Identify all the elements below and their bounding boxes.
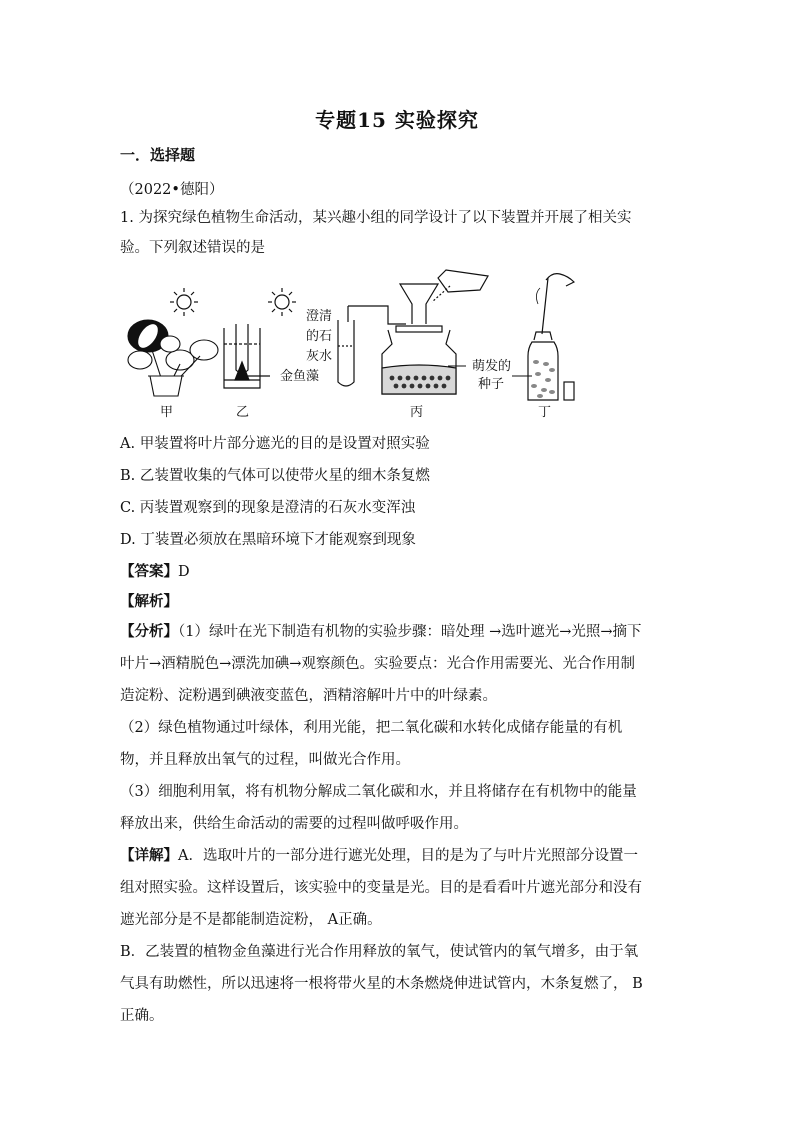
analysis-p1-line-3: 造淀粉、淀粉遇到碘液变蓝色，酒精溶解叶片中的叶绿素。 [120,688,497,704]
experiment-diagram [120,264,590,424]
figure-label-seeds-2: 种子 [478,377,505,392]
answer-line [120,562,190,582]
detail-b-line-3: 正确。 [120,1008,164,1024]
detail-a-text-1: A．选取叶片的一部分进行遮光处理，目的是为了与叶片光照部分设置一 [178,848,638,864]
analysis-heading: 【解析】 [120,593,178,610]
detail-a-line-3: 遮光部分是不是都能制造淀粉， A正确。 [120,912,382,928]
sun-icon [170,288,198,316]
answer-label: 【答案】 [120,563,178,580]
answer-value: D [178,564,190,580]
figure-label-limewater-3: 灰水 [306,349,333,364]
page-title: 专题15 实验探究 [315,108,479,132]
question-source: （2022•德阳） [120,182,224,198]
potted-plant-illustration [128,320,218,396]
analysis-p1-line-1 [120,622,642,642]
analysis-p1-line-2: 叶片→酒精脱色→漂洗加碘→观察颜色。实验要点：光合作用需要光、光合作用制 [120,656,635,672]
analysis-p2-line-2: 物，并且释放出氧气的过程，叫做光合作用。 [120,752,410,768]
bottle-limewater-apparatus [338,270,488,394]
figure-label-seeds-1: 萌发的 [472,359,512,374]
figure-label-limewater-2: 的石 [306,329,333,344]
experiment-figure [120,264,590,424]
detail-b-line-2: 气具有助燃性，所以迅速将一根将带火星的木条燃烧伸进试管内，木条复燃了， B [120,976,643,992]
section-heading: 一．选择题 [120,146,196,164]
detail-b-line-1: B．乙装置的植物金鱼藻进行光合作用释放的氧气，使试管内的氧气增多，由于氧 [120,944,639,960]
analysis-p3-line-1: （3）细胞利用氧，将有机物分解成二氧化碳和水，并且将储存在有机物中的能量 [120,784,637,800]
detail-a-line-2: 组对照实验。这样设置后，该实验中的变量是光。目的是看看叶片遮光部分和没有 [120,880,642,896]
analysis-p2-line-1: （2）绿色植物通过叶绿体，利用光能，把二氧化碳和水转化成储存能量的有机 [120,720,623,736]
detail-a-line-1 [120,846,638,866]
detail-label: 【详解】 [120,847,178,864]
figure-label-limewater-1: 澄清 [306,309,333,324]
question-stem-line-2: 验。下列叙述错误的是 [120,240,265,256]
figure-label-jia: 甲 [160,405,174,420]
seed-jar-apparatus [528,274,574,400]
analysis-p3-line-2: 释放出来，供给生命活动的需要的过程叫做呼吸作用。 [120,816,468,832]
option-b: B. 乙装置收集的气体可以使带火星的细木条复燃 [120,468,430,484]
figure-label-goldfish-weed: 金鱼藻 [280,369,320,384]
option-d: D. 丁装置必须放在黑暗环境下才能观察到现象 [120,532,416,548]
analysis-label: 【分析】 [120,623,178,640]
question-stem-line-1: 1. 为探究绿色植物生命活动，某兴趣小组的同学设计了以下装置并开展了相关实 [120,210,632,226]
beaker-apparatus [224,324,270,388]
analysis-p1-text-1: （1）绿叶在光下制造有机物的实验步骤：暗处理 →选叶遮光→光照→摘下 [178,624,642,640]
option-c: C. 丙装置观察到的现象是澄清的石灰水变浑浊 [120,500,416,516]
sun-icon [268,288,296,316]
figure-label-bing: 丙 [410,405,424,420]
option-a: A. 甲装置将叶片部分遮光的目的是设置对照实验 [120,436,430,452]
figure-label-yi: 乙 [236,405,250,420]
figure-label-ding: 丁 [538,405,552,420]
